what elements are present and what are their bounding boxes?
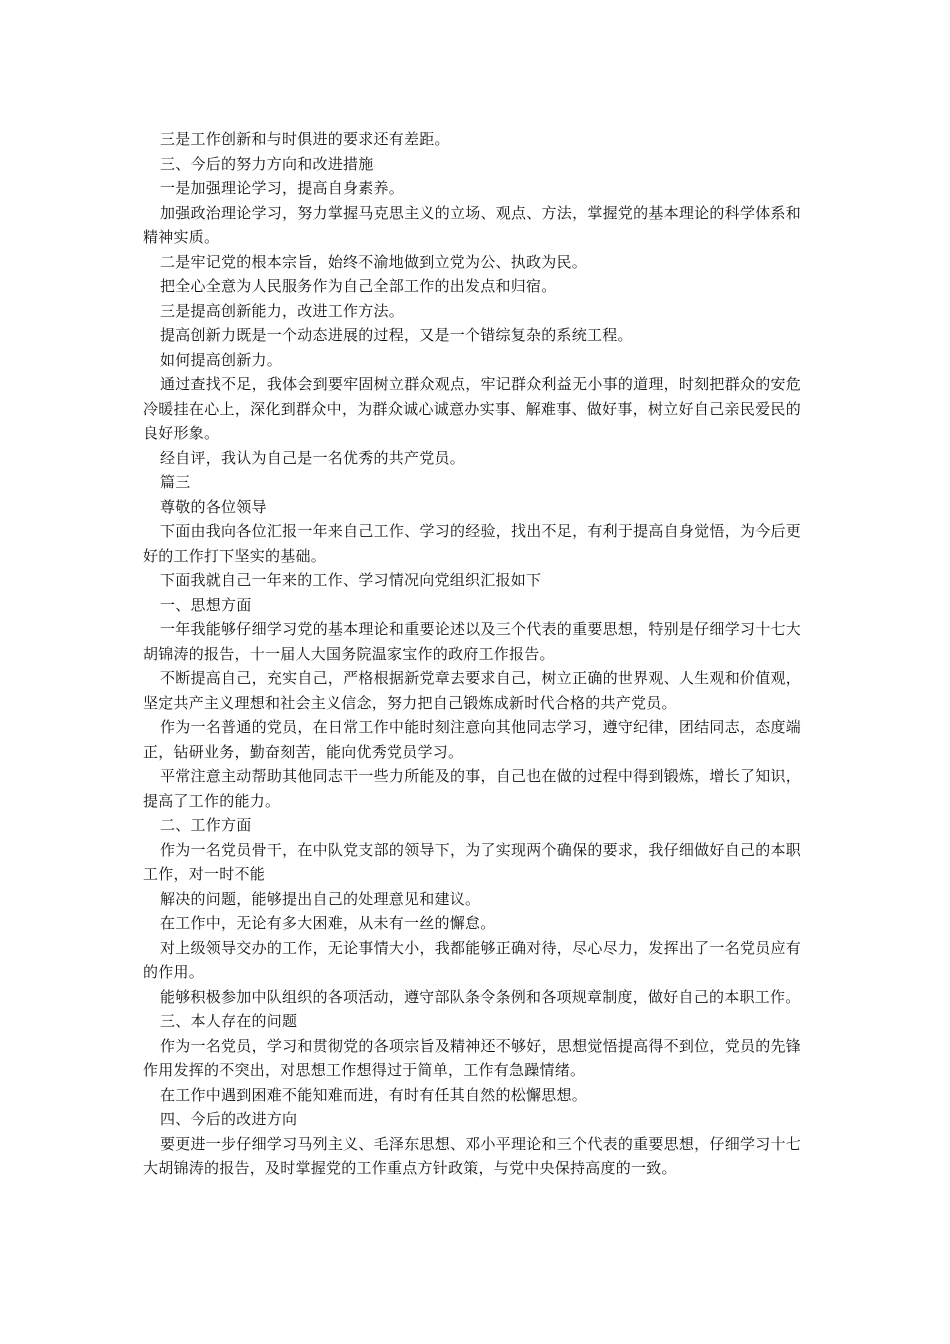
paragraph: 在工作中遇到困难不能知难而进，有时有任其自然的松懈思想。 [160, 1085, 588, 1104]
paragraph: 二是牢记党的根本宗旨，始终不渝地做到立党为公、执政为民。 [160, 252, 588, 271]
section-heading: 三、今后的努力方向和改进措施 [160, 154, 374, 173]
paragraph: 下面由我向各位汇报一年来自己工作、学习的经验，找出不足，有利于提高自身觉悟，为今后更好的工作打下坚实的基础。 [143, 522, 801, 565]
document-body [143, 127, 801, 1181]
paragraph: 解决的问题，能够提出自己的处理意见和建议。 [160, 889, 481, 908]
paragraph: 不断提高自己，充实自己，严格根据新党章去要求自己，树立正确的世界观、人生观和价值观，坚定共产主义理想和社会主义信念，努力把自己锻炼成新时代合格的共产党员。 [143, 669, 801, 712]
paragraph: 提高创新力既是一个动态进展的过程，又是一个错综复杂的系统工程。 [160, 326, 633, 344]
paragraph: 经自评，我认为自己是一名优秀的共产党员。 [160, 448, 466, 467]
paragraph: 三是工作创新和与时俱进的要求还有差距。 [160, 130, 450, 148]
section-heading: 三、本人存在的问题 [160, 1012, 298, 1030]
paragraph: 作为一名党员骨干，在中队党支部的领导下，为了实现两个确保的要求，我仔细做好自己的本职工作，对一时不能 [143, 840, 801, 883]
section-heading: 四、今后的改进方向 [160, 1110, 298, 1128]
paragraph: 要更进一步仔细学习马列主义、毛泽东思想、邓小平理论和三个代表的重要思想，仔细学习十七大胡锦涛的报告，及时掌握党的工作重点方针政策，与党中央保持高度的一致。 [143, 1134, 801, 1177]
paragraph: 加强政治理论学习，努力掌握马克思主义的立场、观点、方法，掌握党的基本理论的科学体系和精神实质。 [143, 203, 801, 246]
paragraph: 下面我就自己一年来的工作、学习情况向党组织汇报如下 [160, 571, 542, 589]
salutation: 尊敬的各位领导 [160, 497, 267, 516]
paragraph: 对上级领导交办的工作，无论事情大小，我都能够正确对待，尽心尽力，发挥出了一名党员应有的作用。 [143, 938, 801, 981]
paragraph: 平常注意主动帮助其他同志干一些力所能及的事，自己也在做的过程中得到锻炼，增长了知识，提高了工作的能力。 [143, 767, 801, 810]
paragraph: 一年我能够仔细学习党的基本理论和重要论述以及三个代表的重要思想，特别是仔细学习十七大胡锦涛的报告，十一届人大国务院温家宝作的政府工作报告。 [143, 620, 801, 663]
paragraph: 三是提高创新能力，改进工作方法。 [160, 301, 405, 320]
paragraph: 在工作中，无论有多大困难，从未有一丝的懈怠。 [160, 914, 496, 932]
section-heading: 一、思想方面 [160, 595, 252, 614]
paragraph: 作为一名党员，学习和贯彻党的各项宗旨及精神还不够好，思想觉悟提高得不到位，党员的先锋作用发挥的不突出，对思想工作想得过于简单，工作有急躁情绪。 [143, 1036, 801, 1079]
section-heading: 二、工作方面 [160, 816, 252, 834]
paragraph: 通过查找不足，我体会到要牢固树立群众观点，牢记群众利益无小事的道理，时刻把群众的安危冷暖挂在心上，深化到群众中，为群众诚心诚意办实事、解难事、做好事，树立好自己亲民爱民的良好形象。 [143, 375, 801, 442]
paragraph: 一是加强理论学习，提高自身素养。 [160, 179, 405, 197]
paragraph: 如何提高创新力。 [160, 350, 283, 369]
section-title: 篇三 [160, 473, 191, 491]
paragraph: 作为一名普通的党员，在日常工作中能时刻注意向其他同志学习，遵守纪律，团结同志，态度端正，钻研业务，勤奋刻苦，能向优秀党员学习。 [143, 718, 801, 761]
paragraph: 能够积极参加中队组织的各项活动，遵守部队条令条例和各项规章制度，做好自己的本职工作。 [160, 987, 801, 1006]
paragraph: 把全心全意为人民服务作为自己全部工作的出发点和归宿。 [160, 277, 557, 295]
